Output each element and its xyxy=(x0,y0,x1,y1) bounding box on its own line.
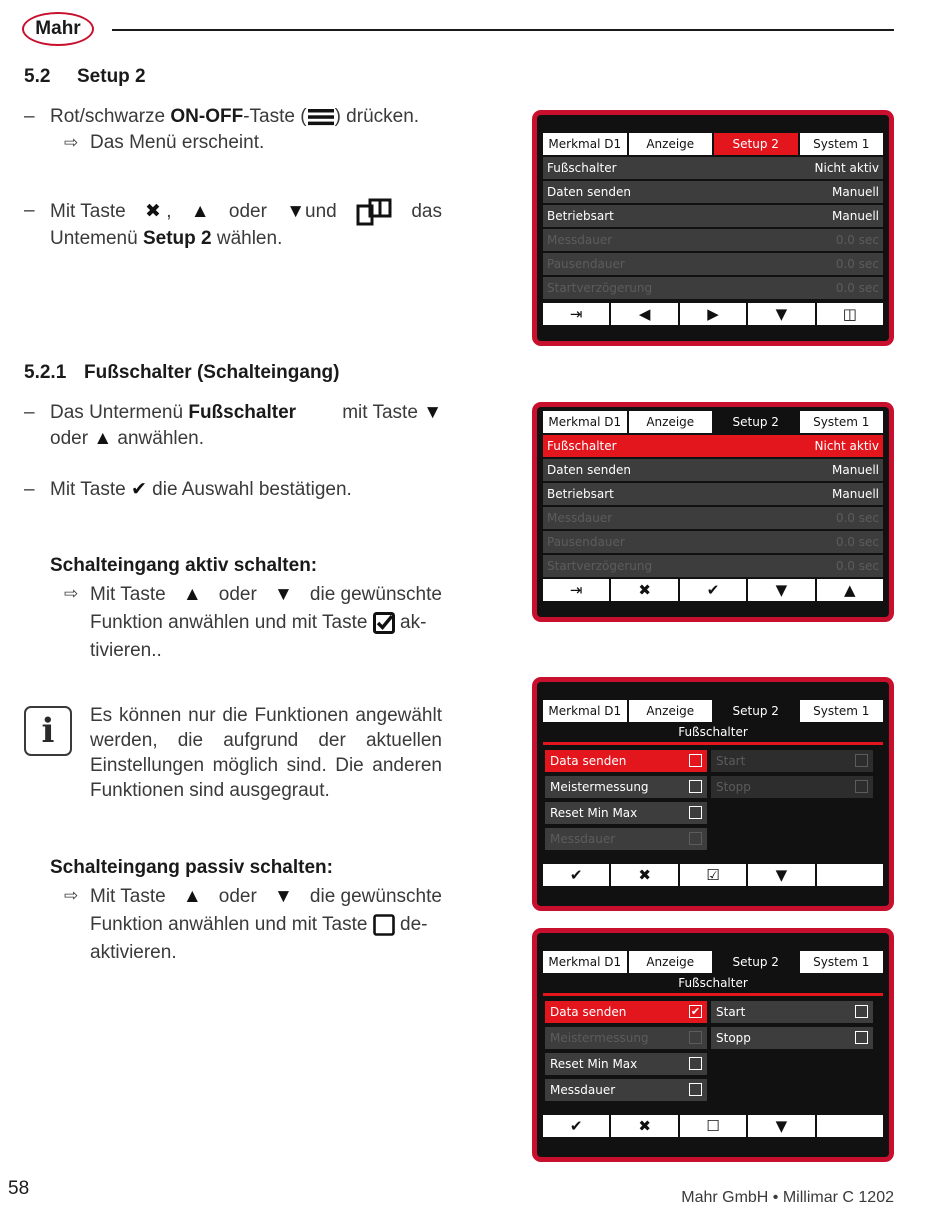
up-triangle-icon: ▲ xyxy=(190,201,210,222)
activate-instructions: Mit Taste ▲ oder ▼ die gewünschte Funktion anwählen und mit Taste ak- tivieren.. xyxy=(90,581,442,665)
menu-icon xyxy=(307,107,335,127)
mahr-logo: Mahr xyxy=(22,12,94,46)
softkey-bar xyxy=(543,579,883,601)
screen-tabs xyxy=(543,700,883,722)
section-heading-5-2: 5.2 Setup 2 xyxy=(24,66,146,87)
cancel-button[interactable] xyxy=(611,864,677,886)
menu-row-pausendauer: Pausendauer 0.0 sec xyxy=(543,253,883,275)
blank-softkey[interactable] xyxy=(817,864,883,886)
softkey-bar xyxy=(543,1115,883,1137)
menu-row-betriebsart[interactable]: Betriebsart Manuell xyxy=(543,205,883,227)
menu-row-startverzoegerung: Startverzögerung 0.0 sec xyxy=(543,555,883,577)
function-data-senden[interactable]: Data senden xyxy=(545,750,707,772)
up-triangle-icon: ▲ xyxy=(93,428,113,449)
left-triangle-icon: ◀ xyxy=(638,305,651,323)
step-on-off: Rot/schwarze ON-OFF-Taste ( ) drücken. xyxy=(50,106,420,127)
result-arrow: ⇨ xyxy=(64,584,79,603)
menu-row-messdauer: Messdauer 0.0 sec xyxy=(543,507,883,529)
up-button[interactable] xyxy=(817,579,883,601)
menu-row-startverzoegerung: Startverzögerung 0.0 sec xyxy=(543,277,883,299)
left-button[interactable] xyxy=(611,303,677,325)
function-start[interactable]: Start xyxy=(711,1001,873,1023)
function-grid xyxy=(543,750,883,854)
function-grid xyxy=(543,1001,883,1105)
activate-button[interactable] xyxy=(680,864,746,886)
tab-anzeige[interactable]: Anzeige xyxy=(629,700,713,722)
tab-system-1[interactable]: System 1 xyxy=(800,133,884,155)
deactivate-button[interactable] xyxy=(680,1115,746,1137)
softkey-bar xyxy=(543,303,883,325)
checkbox[interactable] xyxy=(689,806,702,819)
menu-row-fussschalter[interactable]: Fußschalter Nicht aktiv xyxy=(543,157,883,179)
checked-box-icon: ☑ xyxy=(706,866,720,884)
tab-merkmal-d1[interactable]: Merkmal D1 xyxy=(543,411,627,433)
function-stopp[interactable]: Stopp xyxy=(711,1027,873,1049)
function-data-senden[interactable]: Data senden ✔ xyxy=(545,1001,707,1023)
tab-setup-2[interactable]: Setup 2 xyxy=(714,700,798,722)
up-triangle-icon: ▲ xyxy=(182,584,202,605)
cross-icon: ✖ xyxy=(638,1117,651,1135)
blank-softkey[interactable] xyxy=(817,1115,883,1137)
tab-anzeige[interactable]: Anzeige xyxy=(629,951,713,973)
down-triangle-icon: ▼ xyxy=(775,1117,788,1135)
check-icon: ✔ xyxy=(706,581,720,599)
tab-system-1[interactable]: System 1 xyxy=(800,700,884,722)
screen-tabs xyxy=(543,411,883,433)
checkbox[interactable] xyxy=(689,1057,702,1070)
deactivate-instructions: Mit Taste ▲ oder ▼ die gewünschte Funktion anwählen und mit Taste de- aktivieren. xyxy=(90,883,442,967)
device-screen-footswitch-selected xyxy=(532,402,894,622)
heading-activate: Schalteingang aktiv schalten: xyxy=(50,555,318,576)
submenu-title: Fußschalter xyxy=(678,976,748,990)
checkbox[interactable] xyxy=(689,1083,702,1096)
exit-icon: ⇥ xyxy=(569,581,583,599)
down-triangle-icon: ▼ xyxy=(423,402,442,423)
checked-box-icon xyxy=(373,612,395,634)
title-rule xyxy=(543,993,883,996)
section-heading-5-2-1: 5.2.1 Fußschalter (Schalteingang) xyxy=(24,362,340,383)
confirm-button[interactable] xyxy=(543,864,609,886)
exit-button[interactable] xyxy=(543,303,609,325)
up-triangle-icon: ▲ xyxy=(182,886,202,907)
checkbox[interactable] xyxy=(689,754,702,767)
down-triangle-icon: ▼ xyxy=(775,305,788,323)
info-note: Es können nur die Funktionen angewählt werden, die aufgrund der aktuellen Einstellungen möglich sind. Die anderen Funktionen sind ausgegraut. xyxy=(90,705,442,801)
down-button[interactable] xyxy=(748,864,814,886)
empty-box-icon: ☐ xyxy=(706,1117,720,1135)
bullet-dash: – xyxy=(24,402,35,423)
title-rule xyxy=(543,742,883,745)
screen-tabs xyxy=(543,951,883,973)
function-stopp: Stopp xyxy=(711,776,873,798)
bullet-dash: – xyxy=(24,200,35,221)
menu-row-fussschalter[interactable]: Fußschalter Nicht aktiv xyxy=(543,435,883,457)
bullet-dash: – xyxy=(24,106,35,127)
down-triangle-icon: ▼ xyxy=(273,584,293,605)
step-select-setup2: Mit Taste ✖ , ▲ oder ▼und das Untemenü Setup 2 wählen. xyxy=(50,198,442,252)
softkey-bar xyxy=(543,864,883,886)
tab-system-1[interactable]: System 1 xyxy=(800,951,884,973)
menu-row-betriebsart[interactable]: Betriebsart Manuell xyxy=(543,483,883,505)
step-select-footswitch: Das Untermenü Fußschalter mit Taste ▼ oder ▲ anwählen. xyxy=(50,402,442,449)
checkbox xyxy=(855,780,868,793)
down-button[interactable] xyxy=(748,1115,814,1137)
menu-row-messdauer: Messdauer 0.0 sec xyxy=(543,229,883,251)
down-triangle-icon: ▼ xyxy=(775,866,788,884)
checkbox[interactable] xyxy=(689,780,702,793)
heading-deactivate: Schalteingang passiv schalten: xyxy=(50,857,333,878)
checkbox xyxy=(689,832,702,845)
info-icon: i xyxy=(24,706,72,756)
tab-system-1[interactable]: System 1 xyxy=(800,411,884,433)
cancel-button[interactable] xyxy=(611,1115,677,1137)
menu-row-pausendauer: Pausendauer 0.0 sec xyxy=(543,531,883,553)
down-button[interactable] xyxy=(748,303,814,325)
tab-anzeige[interactable]: Anzeige xyxy=(629,133,713,155)
result-arrow: ⇨ xyxy=(64,133,79,152)
tab-merkmal-d1[interactable]: Merkmal D1 xyxy=(543,951,627,973)
header-rule xyxy=(112,29,894,31)
bullet-dash: – xyxy=(24,479,35,500)
down-triangle-icon: ▼ xyxy=(273,886,293,907)
page-number: 58 xyxy=(8,1178,30,1199)
step-confirm: Mit Taste ✔ die Auswahl bestätigen. xyxy=(50,479,352,500)
function-start: Start xyxy=(711,750,873,772)
screen-tabs xyxy=(543,133,883,155)
tab-setup-2[interactable]: Setup 2 xyxy=(714,133,798,155)
check-icon: ✔ xyxy=(569,866,583,884)
right-button[interactable] xyxy=(680,303,746,325)
page-switch-icon: ◫ xyxy=(842,305,857,323)
function-meistermessung: Meistermessung xyxy=(545,1027,707,1049)
cancel-button[interactable] xyxy=(611,579,677,601)
submenu-title: Fußschalter xyxy=(678,725,748,739)
tab-merkmal-d1[interactable]: Merkmal D1 xyxy=(543,133,627,155)
result-arrow: ⇨ xyxy=(64,886,79,905)
up-triangle-icon: ▲ xyxy=(844,581,856,599)
function-reset-min-max[interactable]: Reset Min Max xyxy=(545,1053,707,1075)
footer-company: Mahr GmbH • Millimar C 1202 xyxy=(681,1189,894,1206)
function-messdauer: Messdauer xyxy=(545,828,707,850)
checkbox[interactable] xyxy=(855,1031,868,1044)
checkbox xyxy=(855,754,868,767)
down-triangle-icon: ▼ xyxy=(775,581,788,599)
cross-icon: ✖ xyxy=(638,581,651,599)
cross-icon: ✖ xyxy=(144,201,161,222)
check-icon: ✔ xyxy=(130,479,147,500)
device-screen-footswitch-deactivate xyxy=(532,928,894,1162)
confirm-button[interactable] xyxy=(680,579,746,601)
down-triangle-icon: ▼und xyxy=(286,201,337,222)
function-messdauer[interactable]: Messdauer xyxy=(545,1079,707,1101)
function-reset-min-max[interactable]: Reset Min Max xyxy=(545,802,707,824)
checkbox xyxy=(689,1031,702,1044)
tab-anzeige[interactable]: Anzeige xyxy=(629,411,713,433)
cross-icon: ✖ xyxy=(638,866,651,884)
menu-row-daten-senden[interactable]: Daten senden Manuell xyxy=(543,181,883,203)
page-switch-icon xyxy=(356,198,392,226)
right-triangle-icon: ▶ xyxy=(707,305,719,323)
checkbox[interactable] xyxy=(855,1005,868,1018)
empty-box-icon xyxy=(373,914,395,936)
check-icon: ✔ xyxy=(569,1117,583,1135)
function-meistermessung[interactable]: Meistermessung xyxy=(545,776,707,798)
confirm-button[interactable] xyxy=(543,1115,609,1137)
checkbox-checked[interactable]: ✔ xyxy=(690,1005,701,1018)
device-screen-setup2 xyxy=(532,110,894,346)
tab-setup-2[interactable]: Setup 2 xyxy=(714,951,798,973)
device-screen-footswitch-activate xyxy=(532,677,894,911)
tab-setup-2[interactable]: Setup 2 xyxy=(714,411,798,433)
exit-icon: ⇥ xyxy=(569,305,583,323)
result-menu-appears: Das Menü erscheint. xyxy=(90,132,265,153)
down-button[interactable] xyxy=(748,579,814,601)
page-switch-button[interactable] xyxy=(817,303,883,325)
menu-row-daten-senden[interactable]: Daten senden Manuell xyxy=(543,459,883,481)
tab-merkmal-d1[interactable]: Merkmal D1 xyxy=(543,700,627,722)
exit-button[interactable] xyxy=(543,579,609,601)
